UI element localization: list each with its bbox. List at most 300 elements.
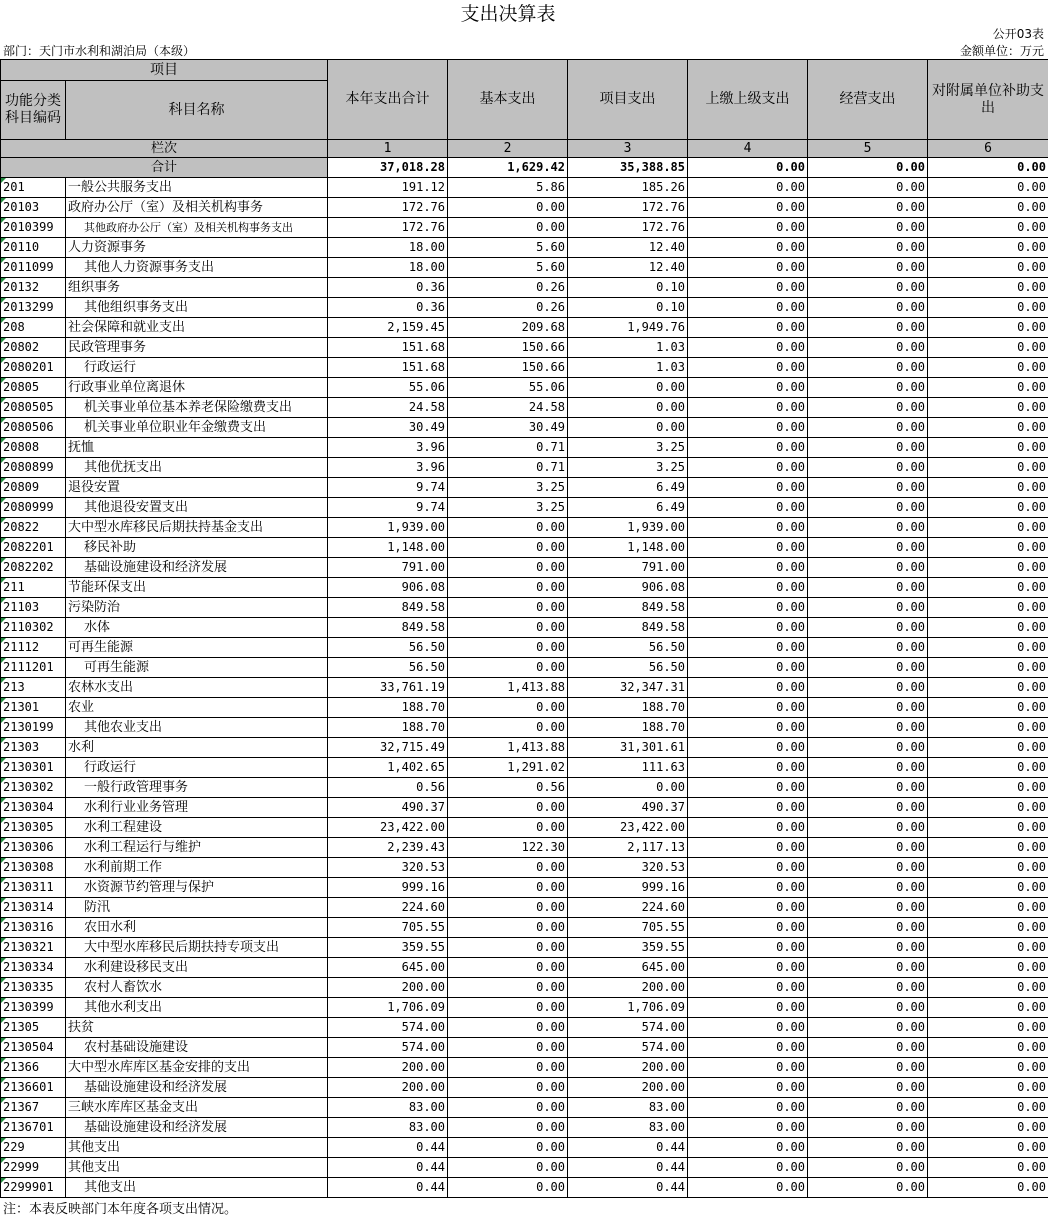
row-value: 0.00 bbox=[808, 758, 928, 778]
row-value: 0.00 bbox=[808, 978, 928, 998]
table-row bbox=[1, 1118, 1048, 1138]
row-value: 200.00 bbox=[328, 1058, 448, 1078]
row-code: 2130399 bbox=[1, 998, 66, 1018]
row-value: 0.00 bbox=[688, 658, 808, 678]
row-value: 83.00 bbox=[328, 1118, 448, 1138]
row-value: 0.00 bbox=[448, 998, 568, 1018]
row-value: 0.00 bbox=[688, 838, 808, 858]
row-value: 0.00 bbox=[448, 978, 568, 998]
row-value: 6.49 bbox=[568, 498, 688, 518]
row-value: 0.00 bbox=[928, 618, 1048, 638]
row-code: 2130305 bbox=[1, 818, 66, 838]
row-name: 政府办公厅（室）及相关机构事务 bbox=[66, 198, 328, 218]
row-name: 水资源节约管理与保护 bbox=[66, 878, 328, 898]
table-row bbox=[1, 178, 1048, 198]
row-value: 0.00 bbox=[688, 858, 808, 878]
row-value: 33,761.19 bbox=[328, 678, 448, 698]
row-name: 水利行业业务管理 bbox=[66, 798, 328, 818]
row-name: 基础设施建设和经济发展 bbox=[66, 1118, 328, 1138]
row-value: 172.76 bbox=[328, 198, 448, 218]
row-value: 0.00 bbox=[808, 518, 928, 538]
row-value: 645.00 bbox=[568, 958, 688, 978]
row-code: 20802 bbox=[1, 338, 66, 358]
row-value: 0.00 bbox=[928, 318, 1048, 338]
table-row bbox=[1, 458, 1048, 478]
row-value: 999.16 bbox=[568, 878, 688, 898]
row-value: 0.00 bbox=[928, 278, 1048, 298]
row-value: 3.96 bbox=[328, 438, 448, 458]
row-value: 0.00 bbox=[808, 738, 928, 758]
row-value: 0.00 bbox=[688, 938, 808, 958]
row-value: 0.00 bbox=[928, 338, 1048, 358]
row-value: 0.00 bbox=[688, 278, 808, 298]
row-value: 0.00 bbox=[808, 858, 928, 878]
row-name: 可再生能源 bbox=[66, 638, 328, 658]
row-value: 0.00 bbox=[688, 438, 808, 458]
row-value: 320.53 bbox=[328, 858, 448, 878]
row-name: 农业 bbox=[66, 698, 328, 718]
row-value: 23,422.00 bbox=[568, 818, 688, 838]
row-name: 水利建设移民支出 bbox=[66, 958, 328, 978]
row-value: 0.00 bbox=[928, 978, 1048, 998]
row-value: 0.00 bbox=[928, 898, 1048, 918]
row-value: 111.63 bbox=[568, 758, 688, 778]
row-value: 56.50 bbox=[328, 638, 448, 658]
row-name: 组织事务 bbox=[66, 278, 328, 298]
row-value: 0.00 bbox=[448, 1118, 568, 1138]
row-value: 0.00 bbox=[688, 238, 808, 258]
row-value: 83.00 bbox=[328, 1098, 448, 1118]
row-value: 0.00 bbox=[688, 258, 808, 278]
row-value: 0.00 bbox=[688, 338, 808, 358]
row-name: 其他组织事务支出 bbox=[66, 298, 328, 318]
table-row bbox=[1, 1018, 1048, 1038]
row-value: 0.00 bbox=[688, 778, 808, 798]
unit-label: 金额单位：万元 bbox=[959, 44, 1044, 58]
table-row bbox=[1, 478, 1048, 498]
row-value: 0.00 bbox=[448, 1058, 568, 1078]
row-value: 9.74 bbox=[328, 478, 448, 498]
row-value: 0.00 bbox=[928, 678, 1048, 698]
row-value: 0.00 bbox=[808, 1138, 928, 1158]
row-code: 2130321 bbox=[1, 938, 66, 958]
row-value: 1,939.00 bbox=[328, 518, 448, 538]
header-name: 科目名称 bbox=[66, 81, 328, 140]
row-value: 224.60 bbox=[328, 898, 448, 918]
table-row bbox=[1, 318, 1048, 338]
row-name: 移民补助 bbox=[66, 538, 328, 558]
row-value: 83.00 bbox=[568, 1098, 688, 1118]
row-value: 1,413.88 bbox=[448, 678, 568, 698]
row-value: 0.00 bbox=[688, 218, 808, 238]
header-col-operation: 经营支出 bbox=[808, 60, 928, 140]
row-value: 18.00 bbox=[328, 238, 448, 258]
row-value: 0.00 bbox=[688, 298, 808, 318]
header-index: 5 bbox=[808, 140, 928, 158]
row-value: 0.10 bbox=[568, 298, 688, 318]
table-row bbox=[1, 518, 1048, 538]
table-row bbox=[1, 658, 1048, 678]
row-name: 水利 bbox=[66, 738, 328, 758]
table-row bbox=[1, 338, 1048, 358]
row-value: 0.00 bbox=[808, 178, 928, 198]
row-value: 56.50 bbox=[568, 658, 688, 678]
header-col-remit: 上缴上级支出 bbox=[688, 60, 808, 140]
row-value: 0.00 bbox=[928, 998, 1048, 1018]
row-code: 2130314 bbox=[1, 898, 66, 918]
table-row bbox=[1, 238, 1048, 258]
row-value: 1,939.00 bbox=[568, 518, 688, 538]
row-value: 0.00 bbox=[928, 1078, 1048, 1098]
table-row bbox=[1, 938, 1048, 958]
row-value: 0.44 bbox=[568, 1138, 688, 1158]
row-value: 30.49 bbox=[328, 418, 448, 438]
row-code: 2080506 bbox=[1, 418, 66, 438]
footnote: 注：本表反映部门本年度各项支出情况。 bbox=[3, 1202, 238, 1217]
row-value: 0.00 bbox=[688, 638, 808, 658]
row-value: 0.00 bbox=[448, 1038, 568, 1058]
row-name: 其他水利支出 bbox=[66, 998, 328, 1018]
table-row bbox=[1, 1078, 1048, 1098]
row-value: 0.00 bbox=[448, 558, 568, 578]
row-value: 0.00 bbox=[808, 378, 928, 398]
row-code: 21305 bbox=[1, 1018, 66, 1038]
row-value: 0.00 bbox=[928, 258, 1048, 278]
row-value: 1,706.09 bbox=[328, 998, 448, 1018]
row-name: 污染防治 bbox=[66, 598, 328, 618]
header-index: 3 bbox=[568, 140, 688, 158]
row-value: 0.00 bbox=[688, 1138, 808, 1158]
form-code: 公开03表 bbox=[992, 27, 1044, 41]
row-name: 节能环保支出 bbox=[66, 578, 328, 598]
row-value: 0.00 bbox=[688, 358, 808, 378]
row-value: 0.00 bbox=[808, 718, 928, 738]
row-value: 0.00 bbox=[928, 718, 1048, 738]
row-value: 30.49 bbox=[448, 418, 568, 438]
row-value: 0.00 bbox=[688, 1058, 808, 1078]
row-value: 0.00 bbox=[808, 398, 928, 418]
row-value: 359.55 bbox=[328, 938, 448, 958]
row-value: 24.58 bbox=[448, 398, 568, 418]
row-value: 56.50 bbox=[568, 638, 688, 658]
row-name: 其他优抚支出 bbox=[66, 458, 328, 478]
row-value: 0.00 bbox=[688, 398, 808, 418]
row-name: 行政事业单位离退休 bbox=[66, 378, 328, 398]
row-value: 18.00 bbox=[328, 258, 448, 278]
table-row bbox=[1, 778, 1048, 798]
row-value: 1,148.00 bbox=[328, 538, 448, 558]
row-name: 其他政府办公厅（室）及相关机构事务支出 bbox=[66, 218, 328, 238]
row-value: 151.68 bbox=[328, 338, 448, 358]
row-code: 2080999 bbox=[1, 498, 66, 518]
row-value: 0.44 bbox=[328, 1158, 448, 1178]
row-value: 188.70 bbox=[328, 718, 448, 738]
row-value: 0.00 bbox=[928, 1038, 1048, 1058]
row-value: 0.00 bbox=[688, 618, 808, 638]
row-value: 12.40 bbox=[568, 238, 688, 258]
row-value: 1,949.76 bbox=[568, 318, 688, 338]
row-value: 0.00 bbox=[688, 898, 808, 918]
row-value: 1.03 bbox=[568, 358, 688, 378]
row-name: 退役安置 bbox=[66, 478, 328, 498]
page-title: 支出决算表 bbox=[460, 3, 556, 25]
header-item: 项目 bbox=[1, 60, 328, 81]
row-value: 0.00 bbox=[928, 1138, 1048, 1158]
table-row bbox=[1, 818, 1048, 838]
row-value: 3.25 bbox=[448, 498, 568, 518]
row-code: 2130308 bbox=[1, 858, 66, 878]
row-value: 0.00 bbox=[928, 598, 1048, 618]
table-row bbox=[1, 698, 1048, 718]
row-code: 2130301 bbox=[1, 758, 66, 778]
row-value: 200.00 bbox=[328, 978, 448, 998]
row-value: 5.86 bbox=[448, 178, 568, 198]
row-value: 31,301.61 bbox=[568, 738, 688, 758]
row-value: 0.00 bbox=[808, 878, 928, 898]
row-value: 0.00 bbox=[928, 378, 1048, 398]
total-label: 合计 bbox=[1, 158, 328, 178]
row-value: 359.55 bbox=[568, 938, 688, 958]
row-value: 0.36 bbox=[328, 298, 448, 318]
row-value: 0.00 bbox=[928, 538, 1048, 558]
table-row bbox=[1, 578, 1048, 598]
row-value: 3.25 bbox=[568, 458, 688, 478]
table-row bbox=[1, 638, 1048, 658]
row-value: 9.74 bbox=[328, 498, 448, 518]
row-value: 0.00 bbox=[808, 998, 928, 1018]
header-index-label: 栏次 bbox=[1, 140, 328, 158]
row-code: 2111201 bbox=[1, 658, 66, 678]
row-name: 大中型水库移民后期扶持基金支出 bbox=[66, 518, 328, 538]
table-row bbox=[1, 358, 1048, 378]
row-value: 0.00 bbox=[928, 178, 1048, 198]
row-code: 208 bbox=[1, 318, 66, 338]
row-value: 185.26 bbox=[568, 178, 688, 198]
row-value: 0.00 bbox=[808, 618, 928, 638]
row-value: 0.00 bbox=[928, 238, 1048, 258]
row-value: 0.00 bbox=[928, 758, 1048, 778]
row-value: 83.00 bbox=[568, 1118, 688, 1138]
row-name: 基础设施建设和经济发展 bbox=[66, 1078, 328, 1098]
row-value: 0.00 bbox=[688, 458, 808, 478]
row-value: 0.00 bbox=[448, 1178, 568, 1198]
department-label: 部门：天门市水利和湖泊局（本级） bbox=[3, 44, 196, 58]
row-value: 0.00 bbox=[448, 878, 568, 898]
table-row bbox=[1, 218, 1048, 238]
row-value: 0.00 bbox=[928, 358, 1048, 378]
row-name: 行政运行 bbox=[66, 358, 328, 378]
row-value: 0.00 bbox=[448, 658, 568, 678]
row-code: 2130504 bbox=[1, 1038, 66, 1058]
row-value: 0.00 bbox=[808, 1098, 928, 1118]
row-code: 229 bbox=[1, 1138, 66, 1158]
row-name: 防汛 bbox=[66, 898, 328, 918]
table-row bbox=[1, 1158, 1048, 1178]
row-value: 3.96 bbox=[328, 458, 448, 478]
row-code: 20809 bbox=[1, 478, 66, 498]
row-code: 20110 bbox=[1, 238, 66, 258]
row-code: 2082202 bbox=[1, 558, 66, 578]
header-col-project: 项目支出 bbox=[568, 60, 688, 140]
row-value: 0.00 bbox=[808, 198, 928, 218]
row-value: 0.00 bbox=[688, 678, 808, 698]
table-row bbox=[1, 1178, 1048, 1198]
row-value: 224.60 bbox=[568, 898, 688, 918]
row-value: 0.00 bbox=[808, 1038, 928, 1058]
row-value: 0.56 bbox=[328, 778, 448, 798]
row-value: 0.00 bbox=[928, 578, 1048, 598]
row-code: 2080505 bbox=[1, 398, 66, 418]
row-value: 0.00 bbox=[928, 938, 1048, 958]
row-value: 0.44 bbox=[568, 1178, 688, 1198]
row-name: 大中型水库移民后期扶持专项支出 bbox=[66, 938, 328, 958]
row-value: 705.55 bbox=[568, 918, 688, 938]
row-value: 574.00 bbox=[568, 1038, 688, 1058]
row-value: 0.00 bbox=[808, 438, 928, 458]
header-index: 2 bbox=[448, 140, 568, 158]
row-value: 209.68 bbox=[448, 318, 568, 338]
row-value: 0.00 bbox=[928, 198, 1048, 218]
row-value: 0.00 bbox=[808, 418, 928, 438]
row-value: 0.00 bbox=[448, 198, 568, 218]
row-value: 999.16 bbox=[328, 878, 448, 898]
row-value: 0.00 bbox=[928, 418, 1048, 438]
total-row bbox=[1, 158, 1048, 178]
row-value: 0.44 bbox=[568, 1158, 688, 1178]
row-value: 0.00 bbox=[688, 718, 808, 738]
row-value: 0.00 bbox=[688, 498, 808, 518]
row-value: 490.37 bbox=[568, 798, 688, 818]
row-name: 人力资源事务 bbox=[66, 238, 328, 258]
table-row bbox=[1, 738, 1048, 758]
table-row bbox=[1, 858, 1048, 878]
row-value: 0.00 bbox=[928, 398, 1048, 418]
table-row bbox=[1, 378, 1048, 398]
row-value: 1,413.88 bbox=[448, 738, 568, 758]
row-value: 0.44 bbox=[328, 1178, 448, 1198]
row-value: 0.00 bbox=[808, 498, 928, 518]
row-code: 20805 bbox=[1, 378, 66, 398]
row-name: 农田水利 bbox=[66, 918, 328, 938]
row-value: 0.00 bbox=[448, 918, 568, 938]
row-value: 0.00 bbox=[688, 758, 808, 778]
row-value: 1,402.65 bbox=[328, 758, 448, 778]
total-value: 0.00 bbox=[928, 158, 1048, 178]
row-value: 0.00 bbox=[928, 958, 1048, 978]
row-code: 21112 bbox=[1, 638, 66, 658]
row-name: 机关事业单位基本养老保险缴费支出 bbox=[66, 398, 328, 418]
row-value: 320.53 bbox=[568, 858, 688, 878]
expenditure-table bbox=[0, 59, 1048, 1198]
row-value: 0.00 bbox=[448, 518, 568, 538]
row-value: 2,239.43 bbox=[328, 838, 448, 858]
row-value: 705.55 bbox=[328, 918, 448, 938]
row-code: 2130306 bbox=[1, 838, 66, 858]
row-value: 0.44 bbox=[328, 1138, 448, 1158]
row-value: 0.00 bbox=[808, 678, 928, 698]
row-value: 0.00 bbox=[688, 578, 808, 598]
row-value: 0.00 bbox=[928, 458, 1048, 478]
row-value: 32,715.49 bbox=[328, 738, 448, 758]
row-value: 56.50 bbox=[328, 658, 448, 678]
row-value: 0.00 bbox=[808, 538, 928, 558]
row-value: 23,422.00 bbox=[328, 818, 448, 838]
row-value: 6.49 bbox=[568, 478, 688, 498]
row-value: 849.58 bbox=[328, 598, 448, 618]
row-name: 机关事业单位职业年金缴费支出 bbox=[66, 418, 328, 438]
row-value: 0.36 bbox=[328, 278, 448, 298]
table-row bbox=[1, 718, 1048, 738]
table-row bbox=[1, 978, 1048, 998]
row-value: 172.76 bbox=[328, 218, 448, 238]
row-value: 0.71 bbox=[448, 458, 568, 478]
row-value: 0.00 bbox=[808, 218, 928, 238]
row-value: 0.00 bbox=[688, 378, 808, 398]
row-code: 2299901 bbox=[1, 1178, 66, 1198]
row-value: 0.00 bbox=[808, 598, 928, 618]
row-value: 0.00 bbox=[448, 1098, 568, 1118]
row-value: 0.00 bbox=[808, 658, 928, 678]
row-value: 0.00 bbox=[808, 798, 928, 818]
row-code: 2130316 bbox=[1, 918, 66, 938]
row-value: 0.00 bbox=[928, 1018, 1048, 1038]
row-value: 0.00 bbox=[688, 598, 808, 618]
row-value: 0.00 bbox=[448, 618, 568, 638]
row-name: 其他支出 bbox=[66, 1158, 328, 1178]
row-value: 150.66 bbox=[448, 338, 568, 358]
table-row bbox=[1, 798, 1048, 818]
total-value: 0.00 bbox=[808, 158, 928, 178]
row-value: 2,159.45 bbox=[328, 318, 448, 338]
row-code: 21367 bbox=[1, 1098, 66, 1118]
row-code: 2130304 bbox=[1, 798, 66, 818]
row-value: 0.00 bbox=[448, 938, 568, 958]
row-value: 0.00 bbox=[928, 658, 1048, 678]
row-value: 0.00 bbox=[688, 958, 808, 978]
row-value: 0.00 bbox=[928, 438, 1048, 458]
row-value: 172.76 bbox=[568, 198, 688, 218]
row-value: 24.58 bbox=[328, 398, 448, 418]
row-value: 0.00 bbox=[928, 878, 1048, 898]
row-value: 0.00 bbox=[808, 558, 928, 578]
table-row bbox=[1, 1138, 1048, 1158]
row-value: 0.00 bbox=[928, 778, 1048, 798]
row-value: 0.00 bbox=[448, 818, 568, 838]
row-code: 2136601 bbox=[1, 1078, 66, 1098]
row-value: 12.40 bbox=[568, 258, 688, 278]
row-value: 0.00 bbox=[688, 318, 808, 338]
row-value: 0.00 bbox=[688, 1078, 808, 1098]
row-value: 200.00 bbox=[568, 1058, 688, 1078]
row-value: 0.00 bbox=[568, 378, 688, 398]
table-row bbox=[1, 198, 1048, 218]
row-code: 2130199 bbox=[1, 718, 66, 738]
row-value: 0.00 bbox=[688, 1098, 808, 1118]
row-value: 200.00 bbox=[568, 1078, 688, 1098]
table-row bbox=[1, 1098, 1048, 1118]
row-value: 5.60 bbox=[448, 238, 568, 258]
row-value: 849.58 bbox=[568, 598, 688, 618]
row-value: 849.58 bbox=[568, 618, 688, 638]
row-value: 791.00 bbox=[568, 558, 688, 578]
row-value: 0.00 bbox=[928, 738, 1048, 758]
header-index: 4 bbox=[688, 140, 808, 158]
table-row bbox=[1, 438, 1048, 458]
row-value: 0.00 bbox=[688, 518, 808, 538]
row-value: 0.00 bbox=[688, 998, 808, 1018]
row-value: 1,706.09 bbox=[568, 998, 688, 1018]
table-row bbox=[1, 558, 1048, 578]
